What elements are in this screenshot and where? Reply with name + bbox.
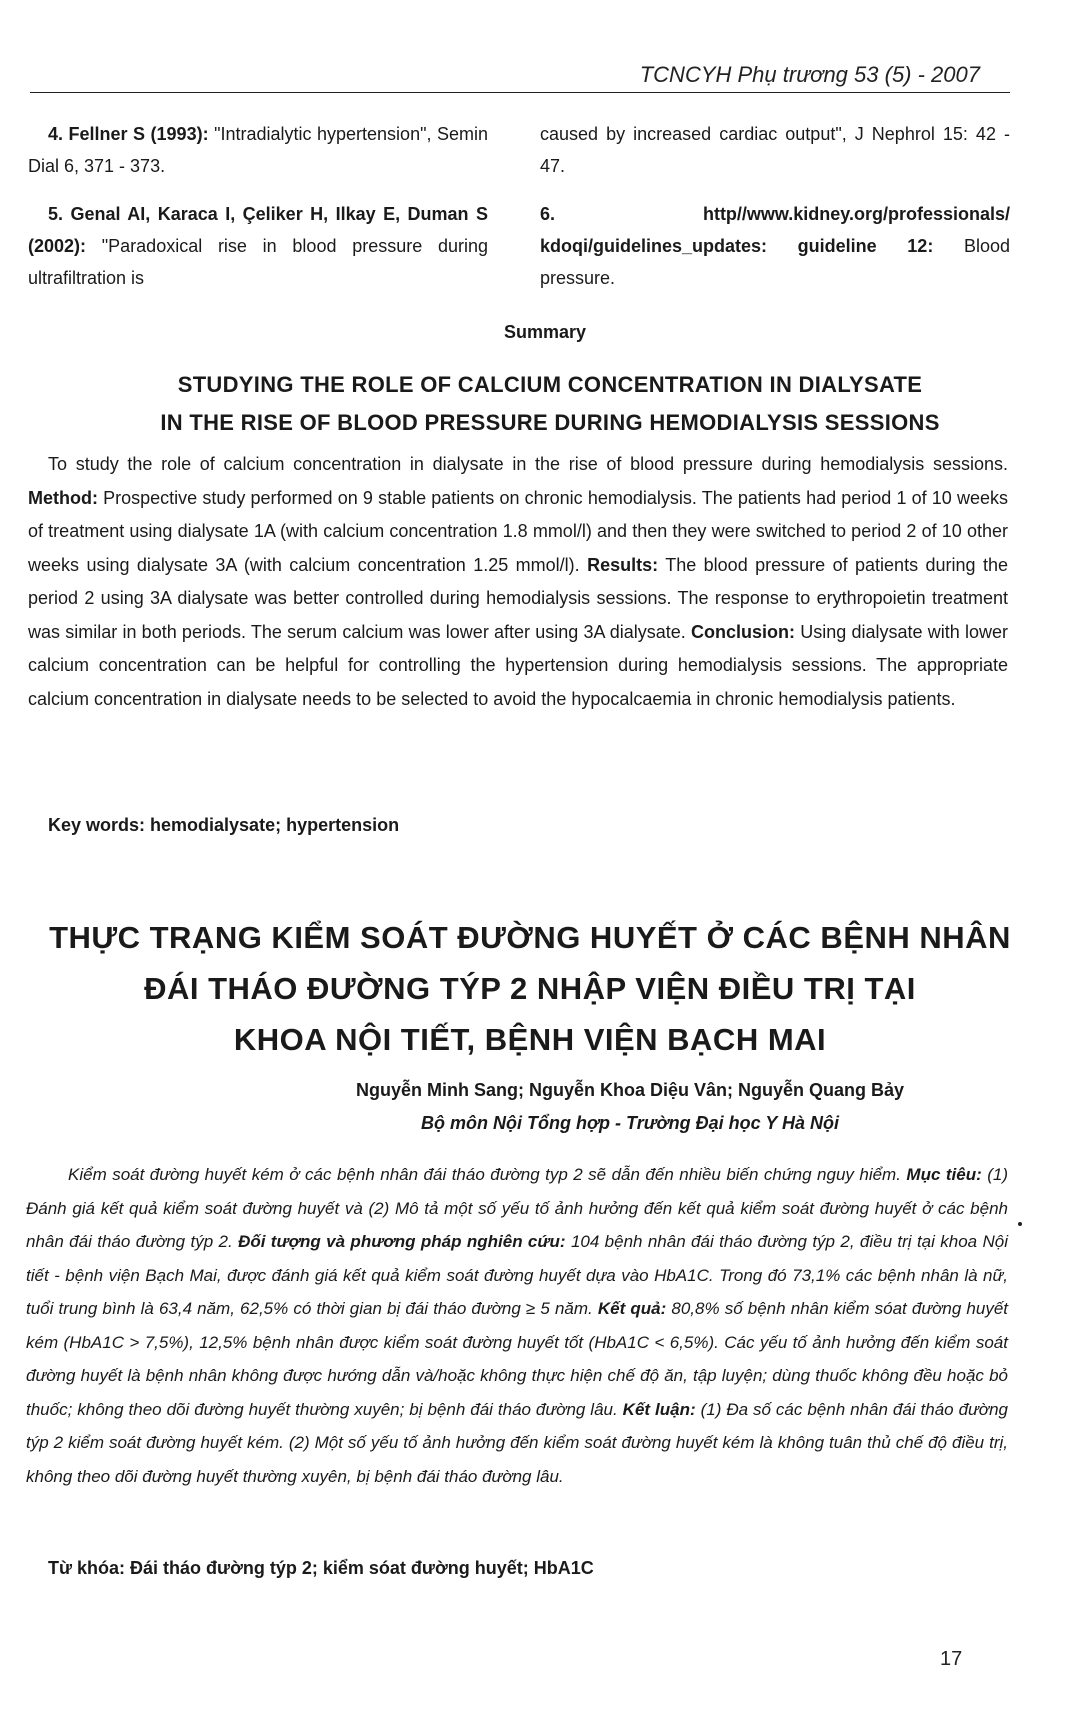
english-title-line-2: IN THE RISE OF BLOOD PRESSURE DURING HEMODIALYSIS SESSIONS [160, 410, 940, 435]
vi-results-label: Kết quả: [597, 1299, 667, 1318]
methods-text: 104 bệnh nhân đái tháo đường týp 2, điều trị tại khoa Nội tiết - bệnh viện Bạch Mai, được đánh giá kết quả kiểm soát đường huyết dựa vào HbA1C. Trong đó 73,1% các bệnh nhân là nữ, tuổi trung bình là 63,4 năm, 62,5% có thời gian bị đái tháo đường ≥ 5 năm. [26, 1232, 1009, 1318]
reference-4-text: "Intradialytic hypertension", Semin Dial 6, 371 - 373. [28, 124, 488, 176]
reference-5-text: "Paradoxical rise in blood pressure during ultrafiltration is [28, 236, 488, 288]
conclusion-label: Conclusion: [691, 621, 796, 642]
scan-speck [1018, 1222, 1022, 1226]
reference-6-text: Blood pressure. [540, 236, 1010, 288]
results-text: The blood pressure of patients during the period 2 using 3A dialysate was better controlled during hemodialysis sessions. The response to erythropoietin treatment was similar in both periods. The serum calcium was lower after using 3A dialysate. [28, 554, 1008, 642]
header-rule [30, 92, 1010, 93]
english-keywords: Key words: hemodialysate; hypertension [48, 815, 400, 835]
objective-label: Mục tiêu: [906, 1165, 982, 1184]
method-label: Method: [28, 487, 98, 508]
vietnamese-abstract [26, 1158, 1008, 1493]
authors: Nguyễn Minh Sang; Nguyễn Khoa Diệu Vân; Nguyễn Quang Bảy [355, 1080, 905, 1100]
references-right-column [540, 118, 1010, 310]
references-left-column [28, 118, 488, 310]
conclusion-text: Using dialysate with lower calcium concentration can be helpful for controlling the hypertension during hemodialysis sessions. The appropriate calcium concentration in dialysate needs to be selected to avoid the hypocalcaemia in chronic hemodialysis patients. [28, 621, 1008, 709]
methods-label: Đối tượng và phương pháp nghiên cứu: [238, 1232, 566, 1251]
vi-results-text: 80,8% số bệnh nhân kiểm sóat đường huyết kém (HbA1C > 7,5%), 12,5% bệnh nhân được kiểm soát đường huyết tốt (HbA1C < 6,5%). Các yếu tố ảnh hưởng đến kiểm soát đường huyết là bệnh nhân không được hướng dẫn và/hoặc không thực hiện chế độ ăn, tập luyện; dùng thuốc không đều hoặc bỏ thuốc; không theo dõi đường huyết thường xuyên; bị bệnh đái tháo đường lâu. [26, 1299, 1009, 1419]
vietnamese-title-line-3: KHOA NỘI TIẾT, BỆNH VIỆN BẠCH MAI [233, 1022, 827, 1057]
results-label: Results: [587, 554, 659, 575]
reference-6-link: 6. http//www.kidney.org/professionals/ kdoqi/guidelines_updates: guideline 12: [540, 204, 1010, 256]
vietnamese-keywords: Từ khóa: Đái tháo đường týp 2; kiểm sóat đường huyết; HbA1C [48, 1558, 594, 1578]
english-abstract-intro: To study the role of calcium concentration in dialysate in the rise of blood pressure during hemodialysis sessions. [48, 454, 1008, 474]
vietnamese-abstract-intro: Kiểm soát đường huyết kém ở các bệnh nhân đái tháo đường typ 2 sẽ dẫn đến nhiều biến chứng nguy hiểm. [68, 1165, 907, 1184]
english-abstract [28, 448, 1008, 716]
page-number: 17 [940, 1648, 963, 1670]
reference-4-authors: 4. Fellner S (1993): [48, 124, 215, 144]
objective-text: (1) Đánh giá kết quả kiểm soát đường huyết và (2) Mô tả một số yếu tố ảnh hưởng đến kết quả kiểm soát đường huyết ở các bệnh nhân đái tháo đường týp 2. [26, 1165, 1009, 1251]
reference-5-part2 [540, 118, 1010, 182]
reference-5-continued: caused by increased cardiac output", J Nephrol 15: 42 - 47. [540, 124, 1010, 176]
vi-conclusion-label: Kết luận: [622, 1399, 696, 1419]
vietnamese-title [30, 912, 1030, 1065]
english-title-line-1: STUDYING THE ROLE OF CALCIUM CONCENTRATION IN DIALYSATE [177, 372, 923, 397]
reference-6 [540, 198, 1010, 294]
vietnamese-title-line-1: THỰC TRẠNG KIỂM SOÁT ĐƯỜNG HUYẾT Ở CÁC BỆNH NHÂN [49, 920, 1011, 955]
department: Bộ môn Nội Tổng hợp - Trường Đại học Y Hà Nội [420, 1113, 840, 1133]
english-title [60, 366, 1040, 442]
vi-conclusion-text: (1) Đa số các bệnh nhân đái tháo đường týp 2 kiểm soát đường huyết kém. (2) Một số yếu tố ảnh hưởng đến kiểm soát đường huyết kém là không tuân thủ chế độ điều trị, không theo dõi đường huyết thường xuyên, bị bệnh đái tháo đường lâu. [26, 1399, 1008, 1486]
summary-label: Summary [503, 322, 587, 342]
reference-5-part1 [28, 198, 488, 294]
vietnamese-title-line-2: ĐÁI THÁO ĐƯỜNG TÝP 2 NHẬP VIỆN ĐIỀU TRỊ TẠI [144, 971, 916, 1006]
method-text: Prospective study performed on 9 stable patients on chronic hemodialysis. The patients had period 1 of 10 weeks of treatment using dialysate 1A (with calcium concentration 1.8 mmol/l) and then they were switched to period 2 of 10 other weeks using dialysate 3A (with calcium concentration 1.25 mmol/l). [28, 487, 1008, 575]
reference-5-authors: 5. Genal AI, Karaca I, Çeliker H, Ilkay E, Duman S (2002): [28, 204, 488, 256]
reference-4 [28, 118, 488, 182]
running-head: TCNCYH Phụ trương 53 (5) - 2007 [639, 62, 980, 87]
